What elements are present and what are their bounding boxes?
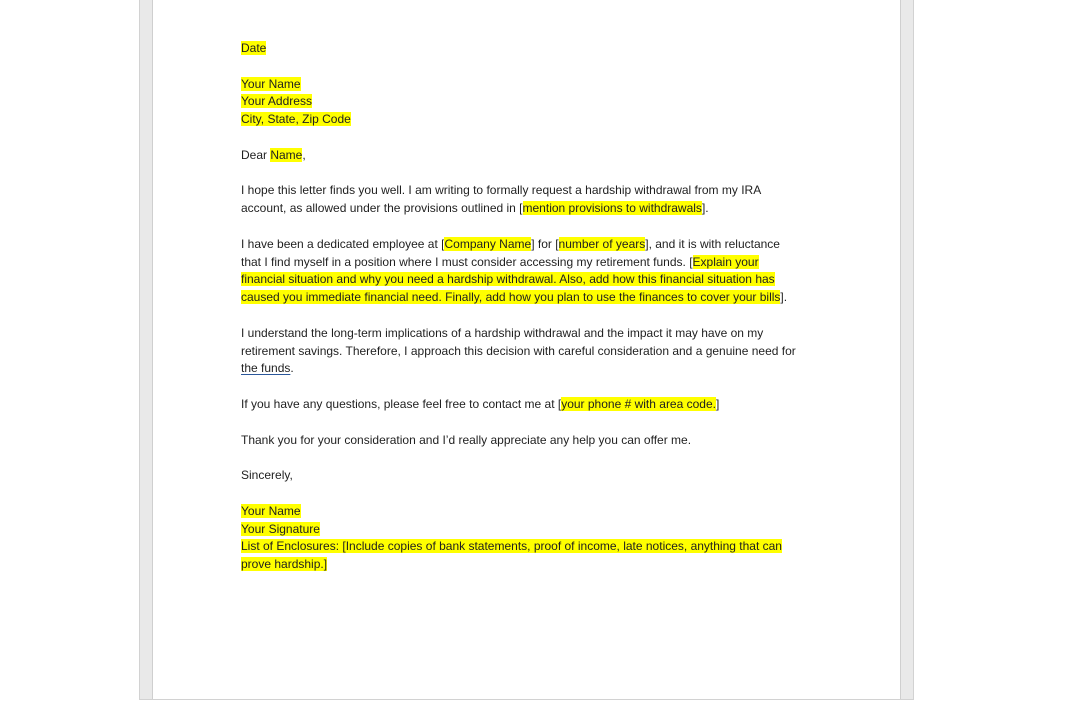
paragraph-2-line-1 [241, 236, 826, 254]
paragraph-text: If you have any questions, please feel free to contact me at [ [241, 396, 562, 411]
paragraph-2-line-4 [241, 289, 826, 307]
document-page[interactable] [152, 0, 901, 699]
sender-city-line [241, 111, 826, 129]
paragraph-2-line-3 [241, 271, 826, 289]
sender-address: Your Address [241, 94, 312, 109]
paragraph-3-line-2 [241, 343, 826, 361]
enclosures-line-1 [241, 538, 826, 556]
recipient-name: Name [270, 147, 303, 162]
paragraph-1-line-1 [241, 182, 826, 200]
sender-name-line [241, 76, 826, 94]
paragraph-3-line-3 [241, 360, 826, 378]
enclosures-placeholder: prove hardship.] [241, 557, 328, 572]
enclosures-line-2 [241, 556, 826, 574]
explain-placeholder: caused you immediate financial need. Finally, add how you plan to use the finances to cover your bills [241, 290, 781, 305]
blank-line [241, 218, 826, 236]
paragraph-text: I understand the long-term implications of a hardship withdrawal and the impact it may have on my [241, 325, 764, 340]
years-placeholder: number of years [558, 236, 646, 251]
paragraph-text: ] [715, 396, 720, 411]
explain-placeholder: Explain your [692, 254, 759, 269]
date-placeholder: Date [241, 41, 267, 55]
phone-placeholder: your phone # with area code. [561, 396, 716, 411]
blank-line [241, 307, 826, 325]
salutation-suffix: , [302, 147, 306, 162]
letter-body [241, 40, 826, 574]
paragraph-text: ], and it is with reluctance [645, 236, 780, 251]
paragraph-text: ] for [ [531, 236, 559, 251]
signature-line [241, 521, 826, 539]
paragraph-text: I hope this letter finds you well. I am writing to formally request a hardship withdrawal from my IRA [241, 183, 762, 198]
paragraph-text: account, as allowed under the provisions outlined in [ [241, 201, 523, 216]
paragraph-5 [241, 432, 826, 450]
signature-name-line [241, 503, 826, 521]
paragraph-text: I have been a dedicated employee at [ [241, 236, 445, 251]
closing-text: Sincerely, [241, 468, 293, 483]
blank-line [241, 414, 826, 432]
salutation [241, 147, 826, 165]
signature-placeholder: Your Signature [241, 521, 320, 536]
blank-line [241, 485, 826, 503]
blank-line [241, 58, 826, 76]
blank-line [241, 165, 826, 183]
blank-line [241, 378, 826, 396]
closing [241, 467, 826, 485]
paragraph-4 [241, 396, 826, 414]
explain-placeholder: financial situation and why you need a hardship withdrawal. Also, add how this financial situation has [241, 272, 775, 287]
enclosures-placeholder: List of Enclosures: [Include copies of bank statements, proof of income, late notices, anything that can [241, 539, 782, 554]
date-line [241, 40, 826, 58]
paragraph-3-line-1 [241, 325, 826, 343]
sender-address-line [241, 93, 826, 111]
signature-name: Your Name [241, 503, 301, 518]
sender-name: Your Name [241, 76, 301, 91]
paragraph-text: that I find myself in a position where I must consider accessing my retirement funds. [ [241, 254, 693, 269]
salutation-prefix: Dear [241, 147, 271, 162]
provisions-placeholder: mention provisions to withdrawals [522, 201, 702, 216]
company-name-placeholder: Company Name [444, 236, 532, 251]
grammar-flagged-text[interactable]: the funds [241, 361, 291, 376]
sender-city-state-zip: City, State, Zip Code [241, 112, 351, 127]
paragraph-text: . [290, 361, 294, 376]
paragraph-text: ]. [780, 290, 788, 305]
paragraph-text: Thank you for your consideration and I’d really appreciate any help you can offer me. [241, 432, 692, 447]
paragraph-text: ]. [701, 201, 709, 216]
paragraph-2-line-2 [241, 254, 826, 272]
paragraph-text: retirement savings. Therefore, I approach this decision with careful consideration and a genuine need for [241, 343, 796, 358]
blank-line [241, 449, 826, 467]
paragraph-1-line-2 [241, 200, 826, 218]
blank-line [241, 129, 826, 147]
